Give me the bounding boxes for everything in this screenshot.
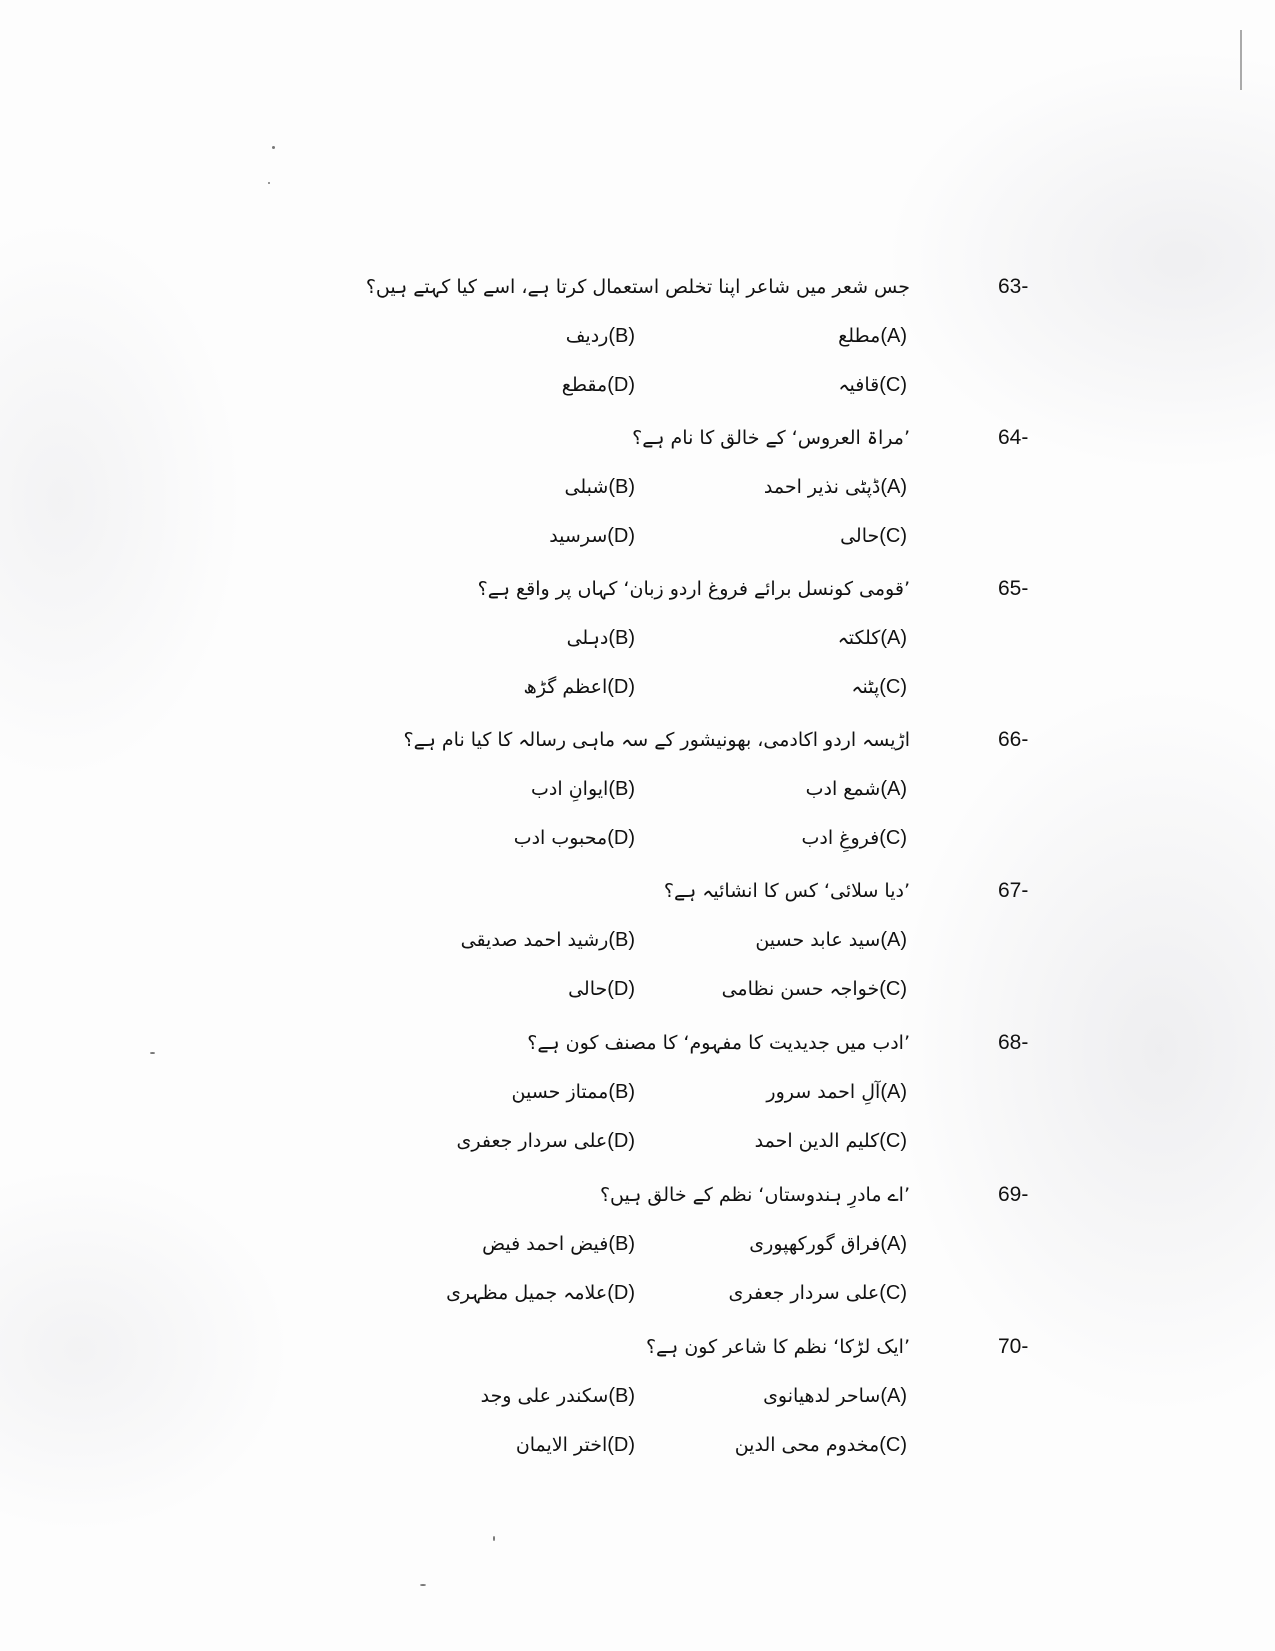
- option-a: (A)ڈپٹی نذیر احمد: [763, 476, 907, 498]
- option-b: (B)سکندر علی وجد: [480, 1385, 635, 1407]
- question-65: [0, 572, 1275, 722]
- option-c: (C)مخدوم محی الدین: [734, 1434, 907, 1456]
- option-a: (A)فراق گورکھپوری: [749, 1233, 907, 1255]
- option-b-text: رشید احمد صدیقی: [460, 929, 609, 951]
- option-d-text: محبوب ادب: [513, 827, 608, 849]
- option-c-text: خواجہ حسن نظامی: [721, 978, 880, 1000]
- question-63: [0, 270, 1275, 420]
- option-b-text: ردیف: [565, 325, 609, 347]
- question-text: ’قومی کونسل برائے فروغ اردو زبان‘ کہاں پر واقع ہے؟: [477, 578, 910, 600]
- option-d-text: اعظم گڑھ: [523, 676, 608, 698]
- question-70: [0, 1330, 1275, 1480]
- question-number: 64-: [998, 426, 1029, 449]
- option-a: (A)ساحر لدھیانوی: [763, 1385, 907, 1407]
- option-b-text: دہلی: [566, 627, 609, 649]
- option-c-text: مخدوم محی الدین: [734, 1434, 880, 1456]
- question-number: 66-: [998, 728, 1029, 751]
- option-c-text: قافیہ: [838, 374, 880, 396]
- option-c: (C)خواجہ حسن نظامی: [721, 978, 907, 1000]
- question-text: ’ادب میں جدیدیت کا مفہوم‘ کا مصنف کون ہے؟: [527, 1032, 910, 1054]
- option-b: (B)دہلی: [566, 627, 635, 649]
- option-b-text: فیض احمد فیض: [482, 1233, 609, 1255]
- option-b: (B)ایوانِ ادب: [531, 778, 635, 800]
- option-a: (A)مطلع: [838, 325, 907, 347]
- option-b-text: ممتاز حسین: [511, 1081, 609, 1103]
- option-d: (D)اعظم گڑھ: [523, 676, 635, 698]
- option-c: (C)علی سردار جعفری: [728, 1282, 907, 1304]
- question-number: 68-: [998, 1031, 1029, 1054]
- option-c-text: پٹنہ: [851, 676, 880, 698]
- option-b: (B)ردیف: [565, 325, 635, 347]
- option-d: (D)علامہ جمیل مظہری: [446, 1282, 635, 1304]
- question-text: جس شعر میں شاعر اپنا تخلص استعمال کرتا ہے، اسے کیا کہتے ہیں؟: [365, 276, 910, 298]
- option-b: (B)شبلی: [564, 476, 635, 498]
- option-a-text: کلکتہ: [837, 627, 881, 649]
- option-d: (D)اختر الایمان: [515, 1434, 635, 1456]
- option-c-text: کلیم الدین احمد: [754, 1130, 880, 1152]
- option-a-text: آلِ احمد سرور: [766, 1081, 881, 1103]
- question-69: [0, 1178, 1275, 1328]
- scan-speck: [268, 182, 270, 184]
- question-64: [0, 421, 1275, 571]
- option-a: (A)شمع ادب: [805, 778, 907, 800]
- option-a-text: ساحر لدھیانوی: [763, 1385, 881, 1407]
- question-text: ’اے مادرِ ہندوستاں‘ نظم کے خالق ہیں؟: [599, 1184, 910, 1206]
- question-number: 69-: [998, 1183, 1029, 1206]
- option-d: (D)حالی: [568, 978, 635, 1000]
- option-c: (C)فروغِ ادب: [801, 827, 907, 849]
- option-d-text: سرسید: [549, 525, 608, 547]
- question-text: ’دیا سلائی‘ کس کا انشائیہ ہے؟: [663, 880, 910, 902]
- question-number: 63-: [998, 275, 1029, 298]
- option-c-text: حالی: [840, 525, 880, 547]
- option-b-text: ایوانِ ادب: [531, 778, 609, 800]
- question-text: ’ایک لڑکا‘ نظم کا شاعر کون ہے؟: [645, 1336, 910, 1358]
- option-d: (D)مقطع: [561, 374, 635, 396]
- scan-speck: [493, 1536, 495, 1541]
- scan-speck: [420, 1584, 426, 1586]
- option-a-text: شمع ادب: [805, 778, 881, 800]
- option-c: (C)قافیہ: [838, 374, 907, 396]
- question-68: [0, 1026, 1275, 1176]
- option-a-text: مطلع: [838, 325, 881, 347]
- option-c: (C)پٹنہ: [851, 676, 907, 698]
- question-number: 70-: [998, 1335, 1029, 1358]
- option-b-text: سکندر علی وجد: [480, 1385, 609, 1407]
- scan-speck: [1240, 30, 1242, 90]
- question-number: 65-: [998, 577, 1029, 600]
- option-d-text: مقطع: [561, 374, 608, 396]
- option-b: (B)رشید احمد صدیقی: [460, 929, 635, 951]
- option-b: (B)ممتاز حسین: [511, 1081, 635, 1103]
- question-number: 67-: [998, 879, 1029, 902]
- option-d: (D)محبوب ادب: [513, 827, 635, 849]
- option-d: (D)سرسید: [549, 525, 635, 547]
- question-66: [0, 723, 1275, 873]
- option-a: (A)کلکتہ: [837, 627, 907, 649]
- option-d-text: علامہ جمیل مظہری: [446, 1282, 608, 1304]
- option-a: (A)سید عابد حسین: [755, 929, 907, 951]
- question-text: ’مراۃ العروس‘ کے خالق کا نام ہے؟: [632, 427, 910, 449]
- option-c: (C)حالی: [840, 525, 907, 547]
- option-d: (D)علی سردار جعفری: [456, 1130, 635, 1152]
- option-b-text: شبلی: [564, 476, 609, 498]
- option-c: (C)کلیم الدین احمد: [754, 1130, 907, 1152]
- question-text: اڑیسہ اردو اکادمی، بھونیشور کے سہ ماہی رسالہ کا کیا نام ہے؟: [403, 729, 910, 751]
- scan-speck: [272, 146, 275, 149]
- option-a-text: ڈپٹی نذیر احمد: [763, 476, 881, 498]
- option-b: (B)فیض احمد فیض: [482, 1233, 635, 1255]
- option-d-text: حالی: [568, 978, 608, 1000]
- option-a: (A)آلِ احمد سرور: [766, 1081, 907, 1103]
- option-d-text: اختر الایمان: [515, 1434, 608, 1456]
- option-a-text: سید عابد حسین: [755, 929, 881, 951]
- option-c-text: فروغِ ادب: [801, 827, 880, 849]
- option-a-text: فراق گورکھپوری: [749, 1233, 881, 1255]
- question-67: [0, 874, 1275, 1024]
- option-d-text: علی سردار جعفری: [456, 1130, 608, 1152]
- option-c-text: علی سردار جعفری: [728, 1282, 880, 1304]
